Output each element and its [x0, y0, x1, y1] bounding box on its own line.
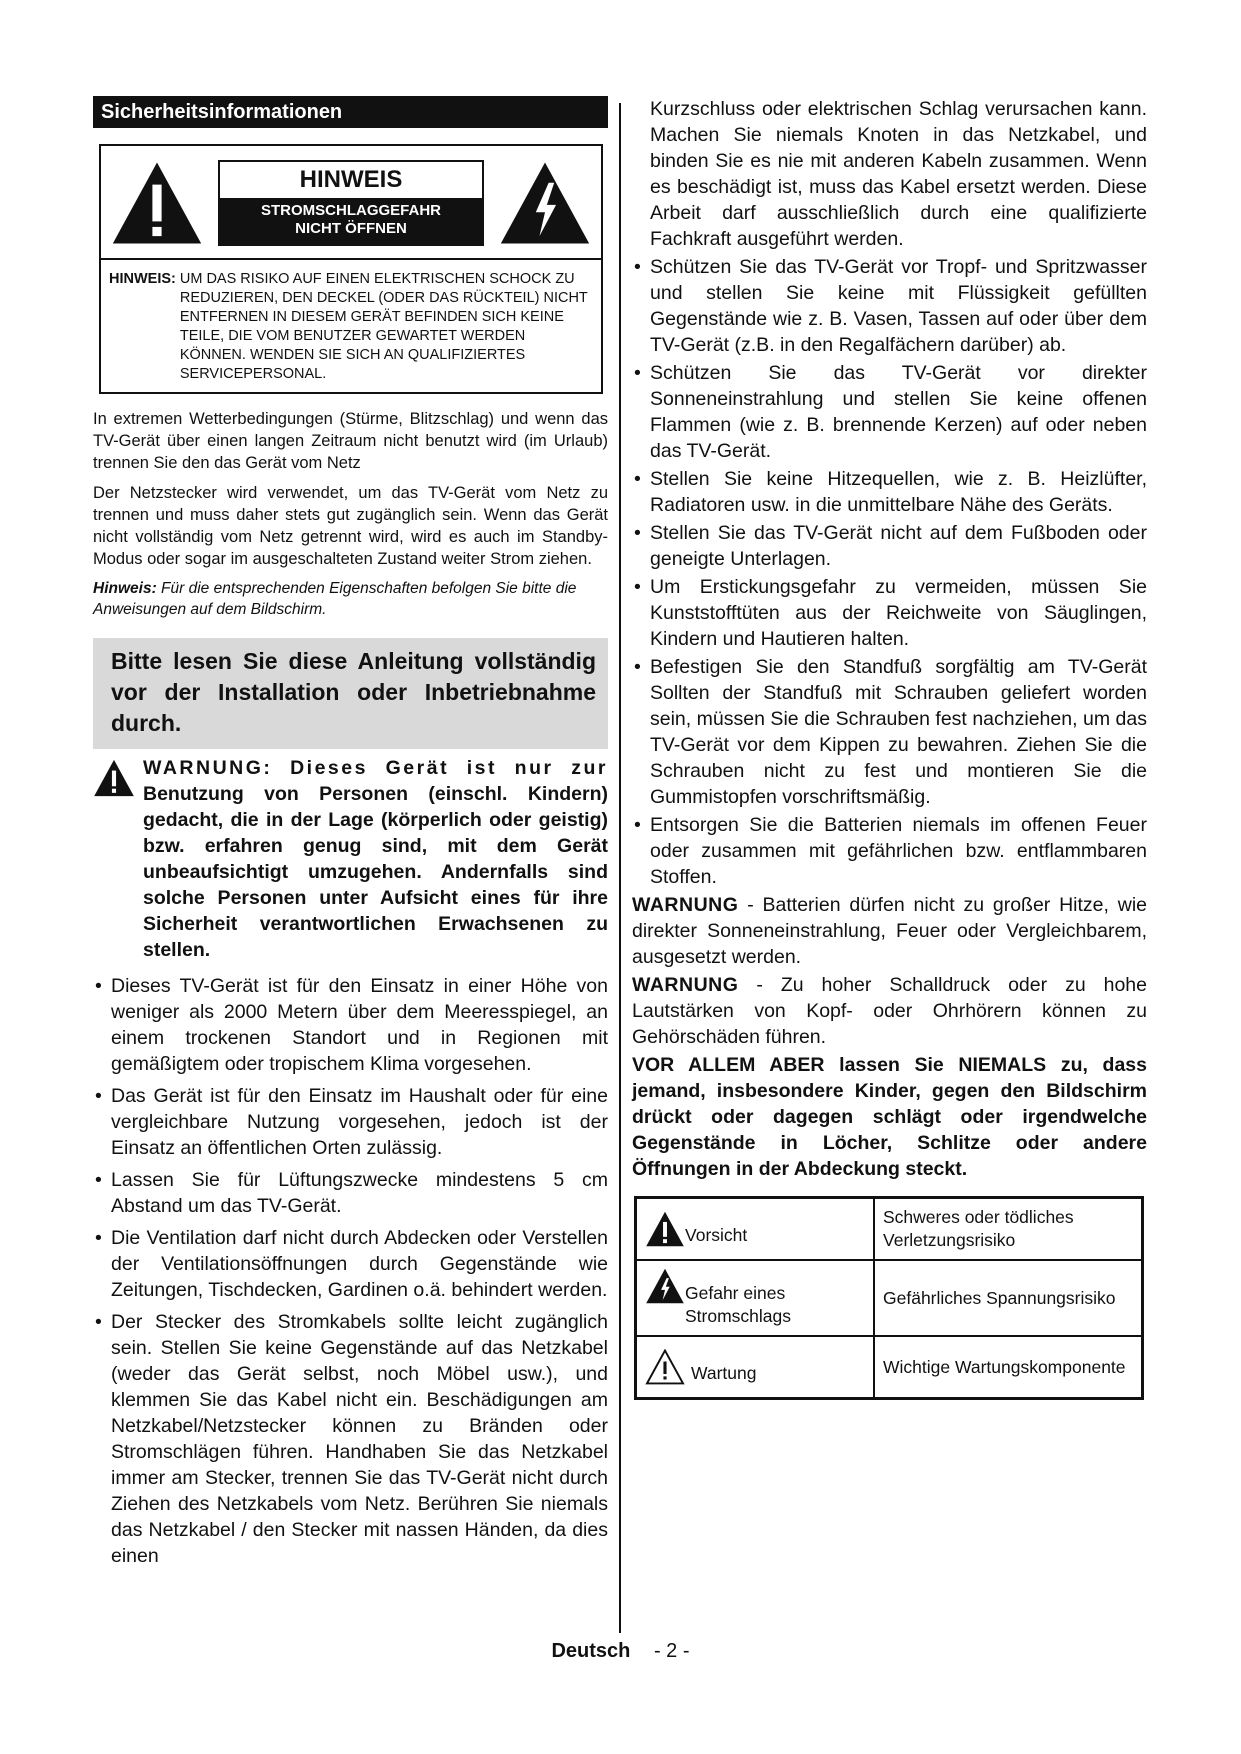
battery-warning-text: - Batterien dürfen nicht zu großer Hitze, wie direkter Sonneneinstrahlung, Feuer oder Vergleichbarem, ausgesetzt werden. [632, 894, 1147, 968]
warning-block [93, 755, 608, 963]
hinweis-notice [101, 260, 601, 392]
table-row [636, 1336, 1143, 1399]
note-paragraph [93, 578, 608, 620]
left-column [93, 96, 608, 1575]
symbol-cell [636, 1198, 875, 1261]
battery-warning [632, 892, 1147, 970]
list-item: • Stellen Sie keine Hitzequellen, wie z. B. Heizlüfter, Radiatoren usw. in die unmittelbare Nähe des Geräts. [632, 466, 1147, 518]
page-number: - 2 - [653, 1640, 690, 1662]
hinweis-subtitle-line1: STROMSCHLAGGEFAHR [261, 202, 441, 219]
list-item: • Lassen Sie für Lüftungszwecke mindestens 5 cm Abstand um das TV-Gerät. [93, 1167, 608, 1219]
symbol-cell-content [645, 1349, 865, 1385]
list-item: • Befestigen Sie den Standfuß sorgfältig am TV-Gerät Sollten der Standfuß mit Schrauben geliefert worden sein, müssen Sie die Schrauben fest nachziehen, um das TV-Gerät vor dem Kippen zu bewahren. Ziehen Sie die Schrauben nicht zu fest und montieren Sie die Gummistopfen vorschriftsmäßig. [632, 654, 1147, 810]
plug-paragraph: Der Netzstecker wird verwendet, um das TV-Gerät vom Netz zu trennen und muss daher stets gut zugänglich sein. Wenn das Gerät nicht vollständig vom Netz getrennt wird, wird es auch im Standby-Modus oder sogar im ausgeschalteten Zustand weiter Strom ziehen. [93, 484, 608, 568]
note-label: Hinweis: [93, 580, 157, 597]
read-manual-box: Bitte lesen Sie diese Anleitung vollständig vor der Installation oder Inbetriebnahme durch. [93, 638, 608, 749]
table-row [636, 1260, 1143, 1336]
continuation-paragraph: Kurzschluss oder elektrischen Schlag verursachen kann. Machen Sie niemals Knoten in das Netzkabel, und binden Sie es nie mit anderen Kabeln zusammen. Wenn es beschädigt ist, muss das Kabel ersetzt werden. Diese Arbeit darf ausschließlich durch eine qualifizierte Fachkraft ausgeführt werden. [650, 98, 1147, 250]
section-header: Sicherheitsinformationen [93, 96, 608, 128]
symbol-cell-content [645, 1211, 865, 1247]
list-item: • Stellen Sie das TV-Gerät nicht auf dem Fußboden oder geneigte Unterlagen. [632, 520, 1147, 572]
hinweis-title: HINWEIS [220, 162, 482, 198]
hinweis-notice-text: UM DAS RISIKO AUF EINEN ELEKTRISCHEN SCHOCK ZU REDUZIEREN, DEN DECKEL (ODER DAS RÜCKTEIL) NICHT ENTFERNEN IN DIESEM GERÄT BEFINDEN SICH KEINE TEILE, DIE VOM BENUTZER GEWARTET WERDEN KÖNNEN. WENDEN SIE SICH AN QUALIFIZIERTES SERVICEPERSONAL. [179, 271, 588, 382]
meaning-cell: Wichtige Wartungskomponente [874, 1336, 1143, 1399]
symbol-cell [636, 1336, 875, 1399]
symbol-label: Wartung [691, 1363, 757, 1383]
volume-warning-label: WARNUNG [632, 974, 739, 996]
list-item: • Schützen Sie das TV-Gerät vor direkter Sonneneinstrahlung und stellen Sie keine offenen Flammen (wie z. B. brennende Kerzen) auf oder neben das TV-Gerät. [632, 360, 1147, 464]
column-divider [619, 103, 621, 1633]
warning-content [143, 755, 608, 963]
warning-outline-icon [645, 1349, 685, 1385]
right-bullet-list [632, 254, 1147, 890]
list-item: • Der Stecker des Stromkabels sollte leicht zugänglich sein. Stellen Sie keine Gegenstände auf das Netzkabel (weder das Gerät selbst, noch Möbel usw.), und klemmen Sie das Kabel nicht ein. Beschädigungen am Netzkabel/Netzstecker können zu Bränden oder Stromschlägen führen. Handhaben Sie das Netzkabel immer am Stecker, trennen Sie das TV-Gerät nicht durch Ziehen des Netzkabels vom Netz. Berühren Sie niemals das Netzkabel / den Stecker mit nassen Händen, da dies einen [93, 1309, 608, 1569]
symbol-cell [636, 1260, 875, 1336]
symbol-label: Gefahr eines Stromschlags [685, 1283, 792, 1326]
symbol-label: Vorsicht [685, 1225, 748, 1245]
lightning-triangle-icon [499, 160, 591, 246]
hinweis-label-box [218, 160, 484, 246]
weather-paragraph: In extremen Wetterbedingungen (Stürme, Blitzschlag) und wenn das TV-Gerät über einen langen Zeitraum nicht benutzt wird (im Urlaub) trennen Sie den das Gerät vom Netz [93, 410, 608, 472]
hinweis-top [101, 146, 601, 260]
meaning-cell: Gefährliches Spannungsrisiko [874, 1260, 1143, 1336]
list-item: • Das Gerät ist für den Einsatz im Haushalt oder für eine vergleichbare Nutzung vorgesehen, jedoch ist der Einsatz an öffentlichen Orten zulässig. [93, 1083, 608, 1161]
hinweis-subtitle-line2: NICHT ÖFFNEN [295, 220, 407, 237]
page-footer [0, 1640, 1241, 1663]
list-item: • Dieses TV-Gerät ist für den Einsatz in einer Höhe von weniger als 2000 Metern über dem Meeresspiegel, an einem trockenen Standort und in Regionen mit gemäßigtem oder tropischem Klima vorgesehen. [93, 973, 608, 1077]
hinweis-subtitle [220, 198, 482, 244]
warning-label: WARNUNG: Dieses Gerät ist nur zur [143, 757, 608, 779]
warning-text: Benutzung von Personen (einschl. Kindern) gedacht, die in der Lage (körperlich oder geistig) bzw. erfahren genug sind, mit dem Gerät unbeaufsichtigt umzugehen. Andernfalls sind solche Personen unter Aufsicht eines für ihre Sicherheit verantwortlichen Erwachsenen zu stellen. [143, 783, 608, 961]
lightning-triangle-icon [645, 1268, 685, 1304]
hinweis-box [99, 144, 603, 394]
right-column [632, 96, 1147, 1400]
symbol-cell-content [645, 1268, 865, 1328]
hinweis-notice-label: HINWEIS: [109, 271, 176, 287]
battery-warning-label: WARNUNG [632, 894, 739, 916]
symbol-table [634, 1196, 1144, 1400]
warning-triangle-icon [93, 759, 135, 797]
meaning-cell: Schweres oder tödliches Verletzungsrisiko [874, 1198, 1143, 1261]
warning-triangle-icon [645, 1211, 685, 1247]
list-item: • Entsorgen Sie die Batterien niemals im offenen Feuer oder zusammen mit gefährlichen bzw. entflammbaren Stoffen. [632, 812, 1147, 890]
left-bullet-list [93, 973, 608, 1569]
volume-warning [632, 972, 1147, 1050]
screen-warning: VOR ALLEM ABER lassen Sie NIEMALS zu, dass jemand, insbesondere Kinder, gegen den Bildschirm drückt oder dagegen schlägt oder irgendwelche Gegenstände in Löcher, Schlitze oder andere Öffnungen in der Abdeckung steckt. [632, 1054, 1147, 1180]
exclamation-triangle-icon [111, 160, 203, 246]
list-item: • Schützen Sie das TV-Gerät vor Tropf- und Spritzwasser und stellen Sie keine mit Flüssigkeit gefüllten Gegenstände wie z. B. Vasen, Tassen auf oder über dem TV-Gerät (z.B. in den Regalfächern darüber) ab. [632, 254, 1147, 358]
warning-first-line [93, 755, 608, 963]
list-item: • Um Erstickungsgefahr zu vermeiden, müssen Sie Kunststofftüten aus der Reichweite von Säuglingen, Kindern und Hautieren halten. [632, 574, 1147, 652]
volume-warning-text: - Zu hoher Schalldruck oder zu hohe Lautstärken von Kopf- oder Ohrhörern können zu Gehörschäden führen. [632, 974, 1147, 1048]
table-row [636, 1198, 1143, 1261]
note-text: Für die entsprechenden Eigenschaften befolgen Sie bitte die Anweisungen auf dem Bildschirm. [93, 580, 577, 618]
list-item: • Die Ventilation darf nicht durch Abdecken oder Verstellen der Ventilationsöffnungen durch Gegenstände wie Zeitungen, Tischdecken, Gardinen o.ä. behindert werden. [93, 1225, 608, 1303]
footer-language: Deutsch [551, 1640, 631, 1662]
